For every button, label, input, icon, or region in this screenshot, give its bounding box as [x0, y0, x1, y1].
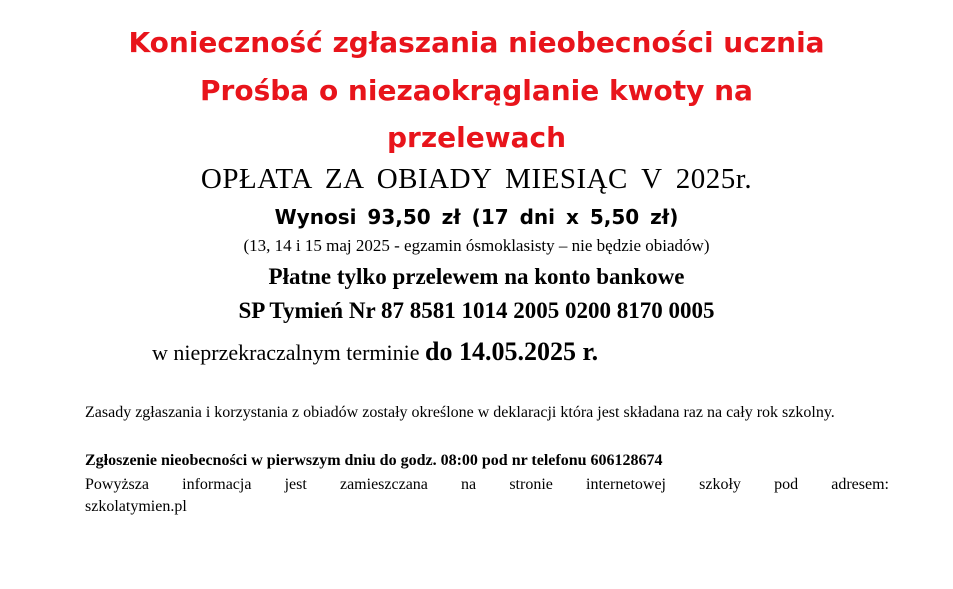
exam-note: (13, 14 i 15 maj 2025 - egzamin ósmoklasisty – nie będzie obiadów) [243, 236, 710, 255]
payment-method: Płatne tylko przelewem na konto bankowe [268, 264, 685, 289]
heading-line-2: Prośba o niezaokrąglanie kwoty na [200, 74, 753, 107]
rules-paragraph: Zasady zgłaszania i korzystania z obiadów zostały określone w deklaracji która jest składana raz na cały rok szkolny. [85, 404, 835, 421]
absence-reporting: Zgłoszenie nieobecności w pierwszym dniu do godz. 08:00 pod nr telefonu 606128674 [85, 452, 663, 469]
fee-title: OPŁATA ZA OBIADY MIESIĄC V 2025r. [200, 163, 753, 195]
website-info: Powyższa informacja jest zamieszczana na stronie internetowej szkoły pod adresem: [85, 476, 889, 493]
bank-account: SP Tymień Nr 87 8581 1014 2005 0200 8170 0005 [238, 298, 715, 323]
deadline-prefix: w nieprzekraczalnym terminie [152, 340, 426, 365]
payment-deadline [152, 336, 598, 369]
heading-line-3: przelewach [386, 121, 567, 154]
deadline-date: do 14.05.2025 r. [425, 337, 599, 366]
fee-amount: Wynosi 93,50 zł (17 dni x 5,50 zł) [274, 205, 679, 229]
website-url: szkolatymien.pl [85, 498, 187, 515]
heading-line-1: Konieczność zgłaszania nieobecności ucznia [128, 26, 825, 59]
